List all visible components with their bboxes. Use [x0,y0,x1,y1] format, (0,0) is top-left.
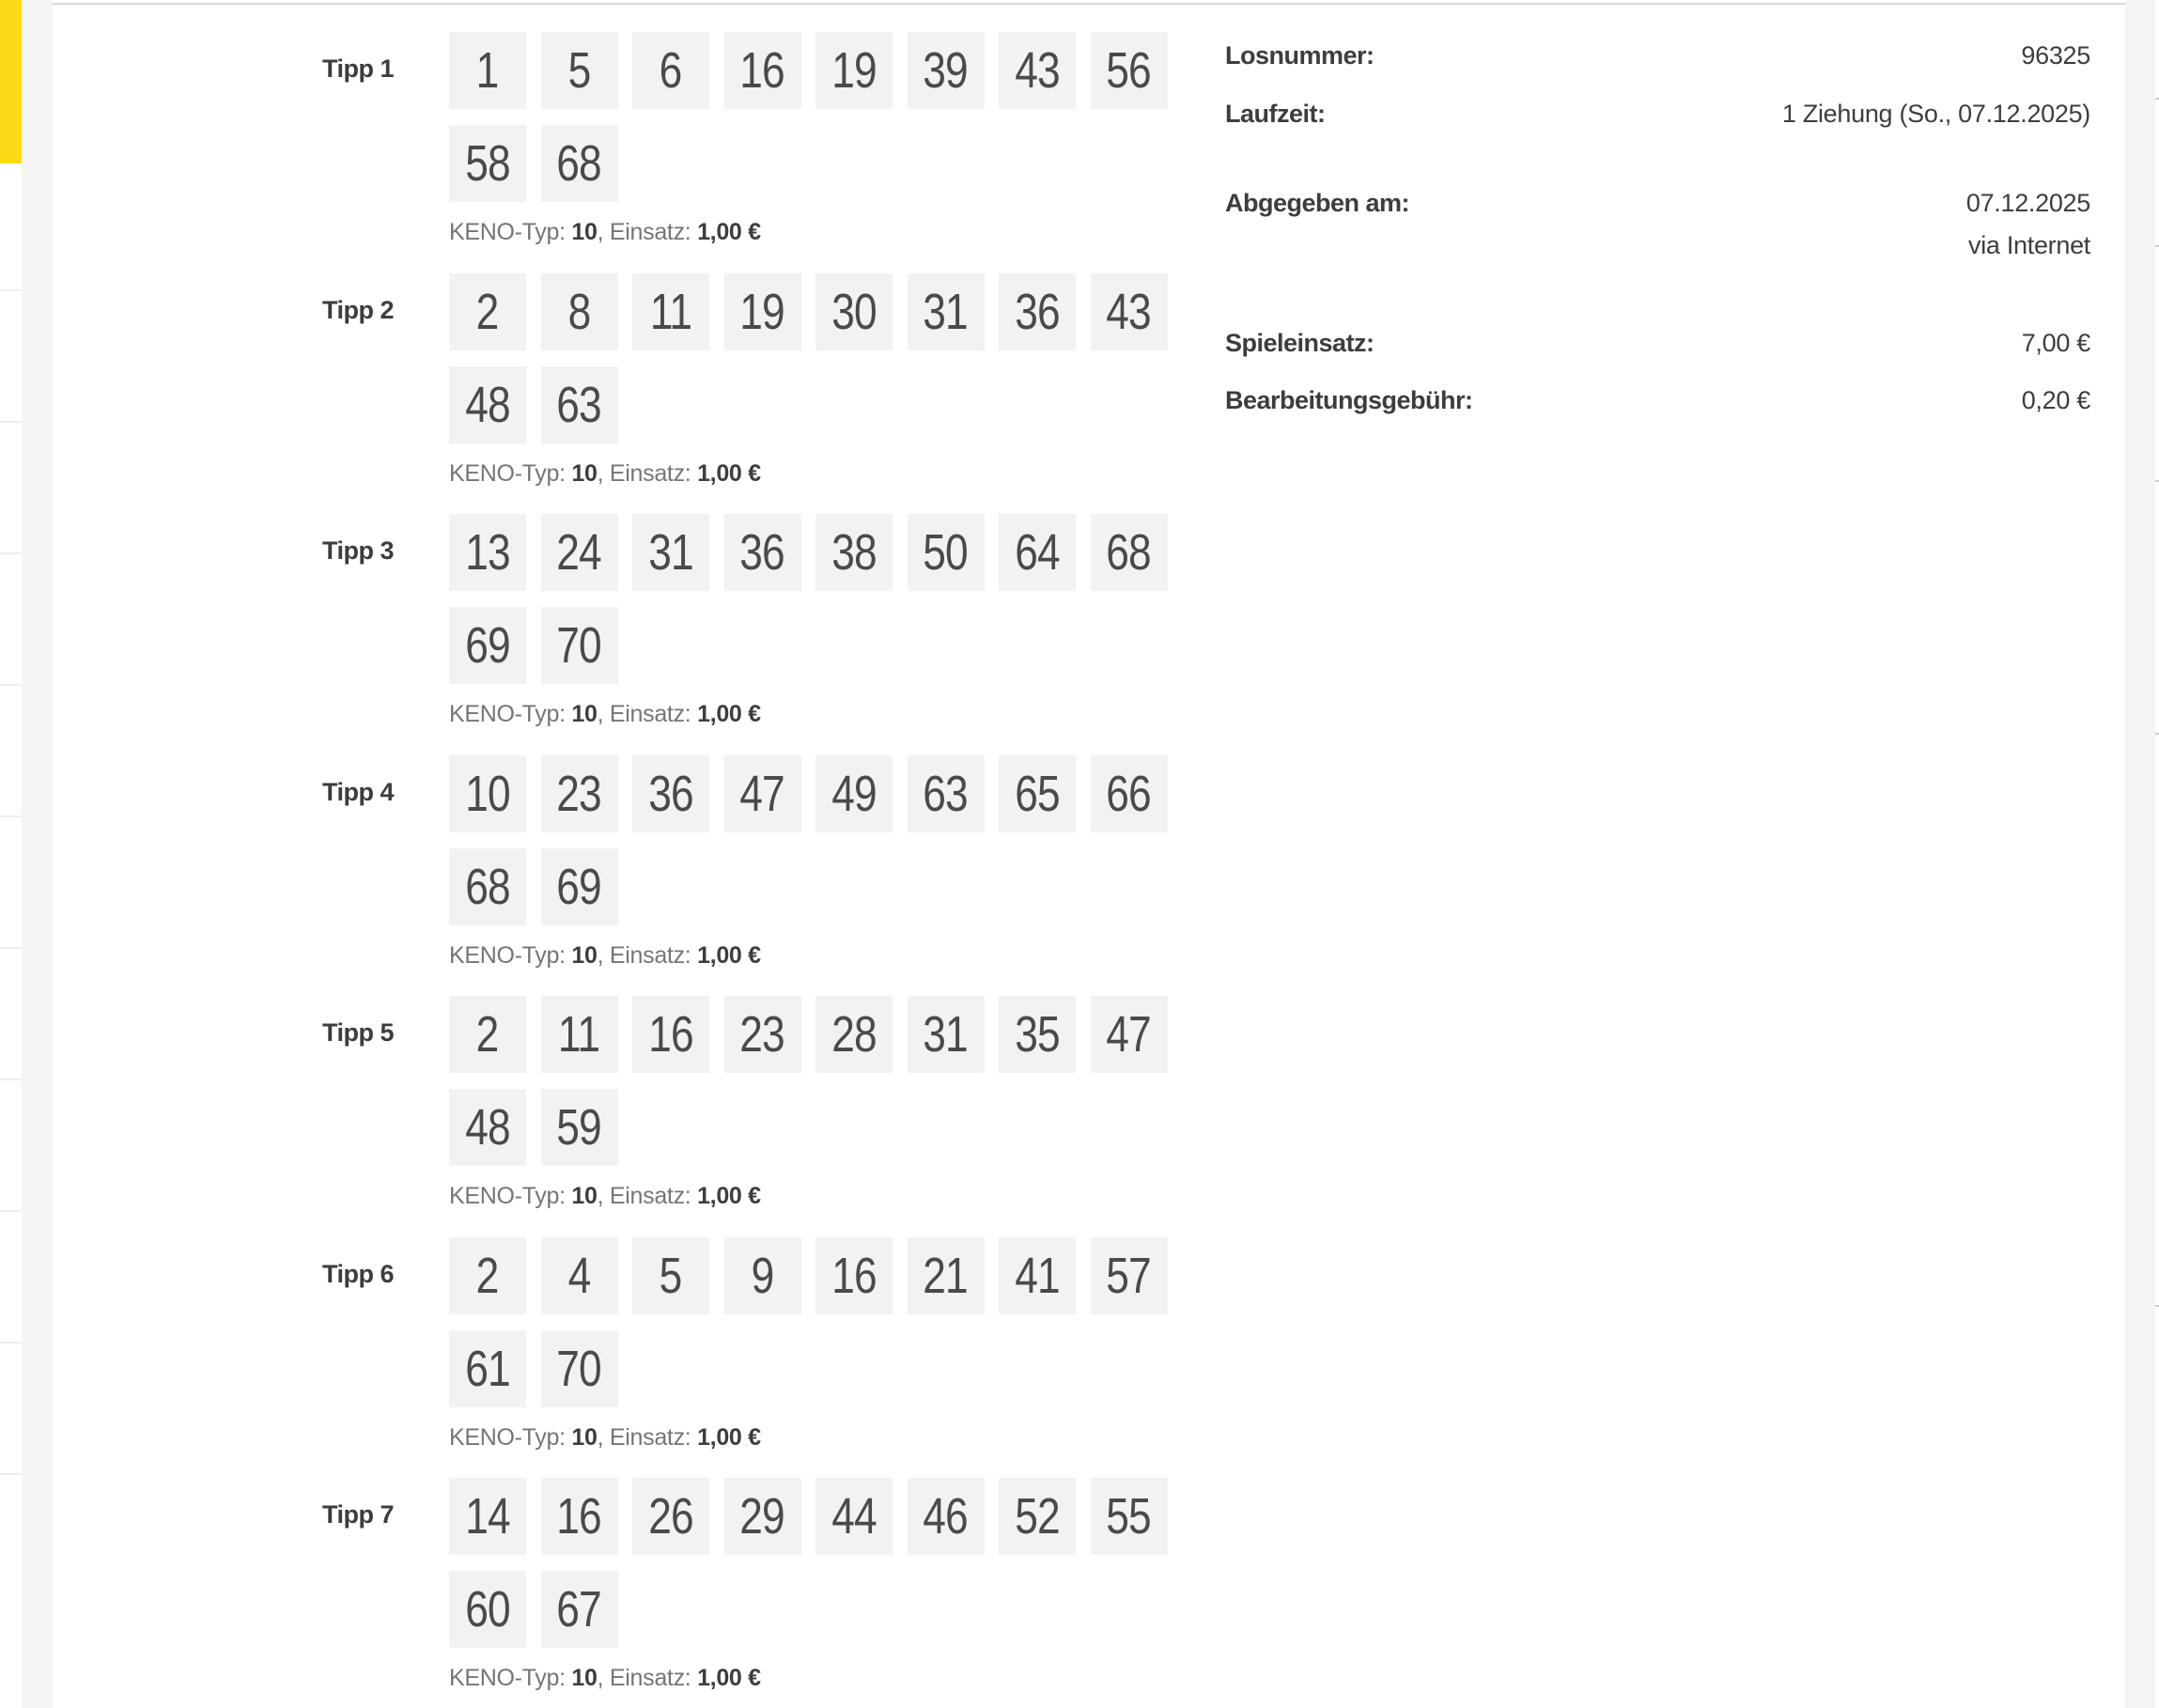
number-tile [541,366,618,443]
einsatz-label: Einsatz: [609,1424,691,1451]
number-tile [449,366,526,443]
keno-typ-line [449,460,761,488]
tile-number: 16 [831,1248,877,1304]
tile-number: 70 [556,617,602,674]
keno-separator: , [597,1183,610,1209]
number-tile [541,1478,618,1555]
right-gutter [2125,0,2155,1708]
keno-typ-label: KENO-Typ: [449,701,566,727]
number-tile [815,273,893,350]
keno-typ-label: KENO-Typ: [449,219,566,245]
tip-block [322,755,1224,996]
number-tile [999,273,1076,350]
tile-number: 4 [567,1248,591,1304]
tile-number: 55 [1106,1488,1152,1545]
number-tile [541,996,618,1073]
tile-number: 47 [1106,1006,1152,1063]
number-tile [449,32,526,109]
tip-block [322,1478,1224,1708]
tile-number: 1 [476,42,499,99]
tip-numbers-row-1 [449,32,1168,109]
tile-number: 68 [1106,524,1152,581]
number-tile [541,1330,618,1407]
einsatz-value: 1,00 € [697,701,761,727]
keno-typ-value: 10 [571,1424,598,1451]
number-tile [541,32,618,109]
tile-number: 49 [831,766,877,822]
tile-number: 10 [465,766,510,822]
einsatz-value: 1,00 € [697,1665,761,1691]
summary-row-abgegeben [1225,189,2090,218]
number-tile [724,273,801,350]
tile-number: 64 [1015,524,1060,581]
number-tile [1091,996,1168,1073]
keno-typ-line [449,1665,761,1692]
tile-number: 16 [556,1488,602,1545]
via-internet-value: via Internet [1968,231,2090,259]
tip-label: Tipp 5 [322,1018,395,1047]
number-tile [999,1478,1076,1555]
number-tile [541,848,618,925]
number-tile [815,514,893,591]
tile-number: 35 [1015,1006,1060,1063]
einsatz-label: Einsatz: [609,1665,691,1691]
tile-number: 56 [1106,42,1152,99]
number-tile [449,1571,526,1648]
summary-row-laufzeit [1225,100,2090,129]
number-tile [632,1237,709,1314]
tile-number: 36 [739,524,785,581]
number-tile [541,514,618,591]
tip-numbers-row-2 [449,1089,618,1166]
number-tile [541,1571,618,1648]
keno-typ-value: 10 [571,1665,598,1691]
tip-numbers-row-1 [449,1478,1168,1555]
number-tile [632,755,709,832]
tip-numbers-row-1 [449,755,1168,832]
tile-number: 19 [831,42,877,99]
tile-number: 16 [739,42,785,99]
number-tile [908,755,985,832]
keno-separator: , [597,1424,610,1451]
tip-block [322,273,1224,514]
number-tile [815,1237,893,1314]
number-tile [724,32,801,109]
tile-number: 65 [1015,766,1060,822]
number-tile [449,1330,526,1407]
keno-typ-line [449,1183,761,1210]
einsatz-value: 1,00 € [697,1424,761,1451]
tip-numbers-row-2 [449,125,618,202]
tip-numbers-row-1 [449,996,1168,1073]
tile-number: 31 [923,1006,969,1063]
left-menu-sliver [0,0,22,1708]
keno-typ-line [449,942,761,970]
number-tile [632,273,709,350]
tile-number: 24 [556,524,602,581]
tile-number: 70 [556,1341,602,1397]
tip-label: Tipp 2 [322,296,395,324]
tile-number: 58 [465,135,510,192]
number-tile [449,1089,526,1166]
tip-label: Tipp 6 [322,1260,395,1288]
tip-block [322,996,1224,1236]
tile-number: 60 [465,1581,510,1638]
keno-separator: , [597,219,610,245]
right-sliver-separator [2155,98,2159,100]
number-tile [449,848,526,925]
number-tile [999,514,1076,591]
number-tile [1091,1237,1168,1314]
tile-number: 63 [923,766,969,822]
number-tile [1091,755,1168,832]
number-tile [724,1237,801,1314]
tile-number: 67 [556,1581,602,1638]
number-tile [908,273,985,350]
tip-label: Tipp 1 [322,54,395,83]
tile-number: 26 [648,1488,693,1545]
tile-number: 28 [831,1006,877,1063]
left-sliver-separator [0,947,22,949]
tile-number: 23 [739,1006,785,1063]
number-tile [541,1089,618,1166]
number-tile [999,32,1076,109]
einsatz-value: 1,00 € [697,1183,761,1209]
summary-row-bearbeitungsgebuehr [1225,386,2090,415]
keno-typ-value: 10 [571,219,598,245]
tile-number: 59 [556,1099,602,1156]
einsatz-value: 1,00 € [697,942,761,969]
left-sliver-separator [0,1473,22,1475]
number-tile [724,1478,801,1555]
bearbeitungsgebuehr-label: Bearbeitungsgebühr: [1225,386,1473,414]
einsatz-label: Einsatz: [609,460,691,487]
left-sliver-separator [0,1210,22,1212]
number-tile [724,996,801,1073]
tile-number: 2 [476,1006,499,1063]
yellow-accent-block [0,0,22,163]
tile-number: 5 [660,1248,682,1304]
tip-block [322,514,1224,754]
tip-numbers-row-1 [449,273,1168,350]
tile-number: 11 [558,1006,600,1063]
number-tile [541,1237,618,1314]
tile-number: 47 [739,766,785,822]
number-tile [815,996,893,1073]
number-tile [908,1237,985,1314]
losnummer-label: Losnummer: [1225,41,1375,70]
tile-number: 41 [1015,1248,1060,1304]
tip-numbers-row-2 [449,607,618,684]
number-tile [449,273,526,350]
keno-typ-line [449,1424,761,1452]
tip-numbers-row-2 [449,366,618,443]
number-tile [815,32,893,109]
keno-separator: , [597,1665,610,1691]
number-tile [632,514,709,591]
tile-number: 69 [556,859,602,915]
keno-typ-label: KENO-Typ: [449,942,566,969]
number-tile [1091,32,1168,109]
number-tile [449,514,526,591]
spieleinsatz-label: Spieleinsatz: [1225,329,1375,357]
number-tile [541,273,618,350]
number-tile [632,32,709,109]
einsatz-value: 1,00 € [697,460,761,487]
number-tile [724,755,801,832]
laufzeit-value: 1 Ziehung (So., 07.12.2025) [1781,100,2090,128]
losnummer-value: 96325 [2021,41,2090,70]
laufzeit-label: Laufzeit: [1225,100,1326,128]
number-tile [724,514,801,591]
keno-separator: , [597,942,610,969]
tip-label: Tipp 7 [322,1500,395,1529]
tip-numbers-row-1 [449,514,1168,591]
keno-typ-line [449,219,761,246]
keno-typ-label: KENO-Typ: [449,1183,566,1209]
number-tile [449,607,526,684]
tile-number: 68 [556,135,602,192]
left-sliver-separator [0,289,22,291]
tile-number: 48 [465,377,510,433]
right-sliver-separator [2155,245,2159,247]
tile-number: 52 [1015,1488,1060,1545]
keno-typ-value: 10 [571,1183,598,1209]
tip-numbers-row-1 [449,1237,1168,1314]
number-tile [1091,273,1168,350]
spieleinsatz-value: 7,00 € [2021,329,2090,357]
number-tile [449,1237,526,1314]
tile-number: 66 [1106,766,1152,822]
left-sliver-separator [0,421,22,423]
tile-number: 19 [739,284,785,340]
tile-number: 29 [739,1488,785,1545]
abgegeben-value: 07.12.2025 [1965,189,2090,217]
number-tile [632,1478,709,1555]
einsatz-value: 1,00 € [697,219,761,245]
number-tile [449,755,526,832]
tile-number: 14 [465,1488,510,1545]
keno-separator: , [597,701,610,727]
left-sliver-separator [0,1079,22,1080]
tile-number: 48 [465,1099,510,1156]
right-sliver-separator [2155,733,2159,735]
tile-number: 2 [476,1248,499,1304]
tip-label: Tipp 4 [322,778,395,806]
tile-number: 31 [648,524,693,581]
number-tile [449,1478,526,1555]
number-tile [541,125,618,202]
number-tile [999,996,1076,1073]
tile-number: 61 [465,1341,510,1397]
number-tile [541,755,618,832]
left-sliver-separator [0,684,22,686]
tile-number: 50 [923,524,969,581]
left-sliver-separator [0,815,22,817]
number-tile [1091,1478,1168,1555]
number-tile [1091,514,1168,591]
keno-typ-label: KENO-Typ: [449,460,566,487]
tile-number: 36 [648,766,693,822]
tile-number: 2 [476,284,499,340]
right-edge-sliver [2155,0,2159,1708]
keno-typ-line [449,701,761,728]
tile-number: 6 [660,42,682,99]
tile-number: 44 [831,1488,877,1545]
right-sliver-separator [2155,480,2159,482]
tile-number: 30 [831,284,877,340]
tile-number: 38 [831,524,877,581]
einsatz-label: Einsatz: [609,942,691,969]
number-tile [908,996,985,1073]
einsatz-label: Einsatz: [609,1183,691,1209]
number-tile [908,32,985,109]
tile-number: 13 [465,524,510,581]
keno-separator: , [597,460,610,487]
einsatz-label: Einsatz: [609,219,691,245]
number-tile [908,1478,985,1555]
tile-number: 9 [751,1248,774,1304]
summary-row-spieleinsatz [1225,329,2090,358]
number-tile [815,755,893,832]
tile-number: 43 [1015,42,1060,99]
tile-number: 31 [923,284,969,340]
tile-number: 39 [923,42,969,99]
left-gutter [22,0,53,1708]
tip-numbers-row-2 [449,1330,618,1407]
number-tile [449,996,526,1073]
tile-number: 11 [649,284,692,340]
keno-typ-value: 10 [571,942,598,969]
left-sliver-separator [0,552,22,554]
keno-typ-value: 10 [571,701,598,727]
number-tile [449,125,526,202]
tip-block [322,32,1224,272]
number-tile [999,755,1076,832]
summary-row-losnummer [1225,41,2090,70]
tip-numbers-row-2 [449,1571,618,1648]
ticket-content [53,0,2125,1708]
tile-number: 23 [556,766,602,822]
tips-list [322,0,1224,1708]
tip-block [322,1237,1224,1478]
number-tile [815,1478,893,1555]
keno-typ-value: 10 [571,460,598,487]
right-sliver-separator [2155,1305,2159,1307]
tile-number: 69 [465,617,510,674]
number-tile [541,607,618,684]
bearbeitungsgebuehr-value: 0,20 € [2021,386,2090,414]
left-sliver-separator [0,1342,22,1343]
number-tile [908,514,985,591]
abgegeben-label: Abgegeben am: [1225,189,1410,217]
tile-number: 5 [567,42,591,99]
number-tile [632,996,709,1073]
tile-number: 8 [567,284,591,340]
summary-row-via-internet [1225,231,2090,260]
tile-number: 63 [556,377,602,433]
tile-number: 36 [1015,284,1060,340]
keno-typ-label: KENO-Typ: [449,1665,566,1691]
einsatz-label: Einsatz: [609,701,691,727]
tile-number: 16 [648,1006,693,1063]
keno-typ-label: KENO-Typ: [449,1424,566,1451]
tile-number: 43 [1106,284,1152,340]
tip-numbers-row-2 [449,848,618,925]
tile-number: 21 [923,1248,969,1304]
tip-label: Tipp 3 [322,536,395,565]
tile-number: 46 [923,1488,969,1545]
number-tile [999,1237,1076,1314]
tile-number: 68 [465,859,510,915]
tile-number: 57 [1106,1248,1152,1304]
